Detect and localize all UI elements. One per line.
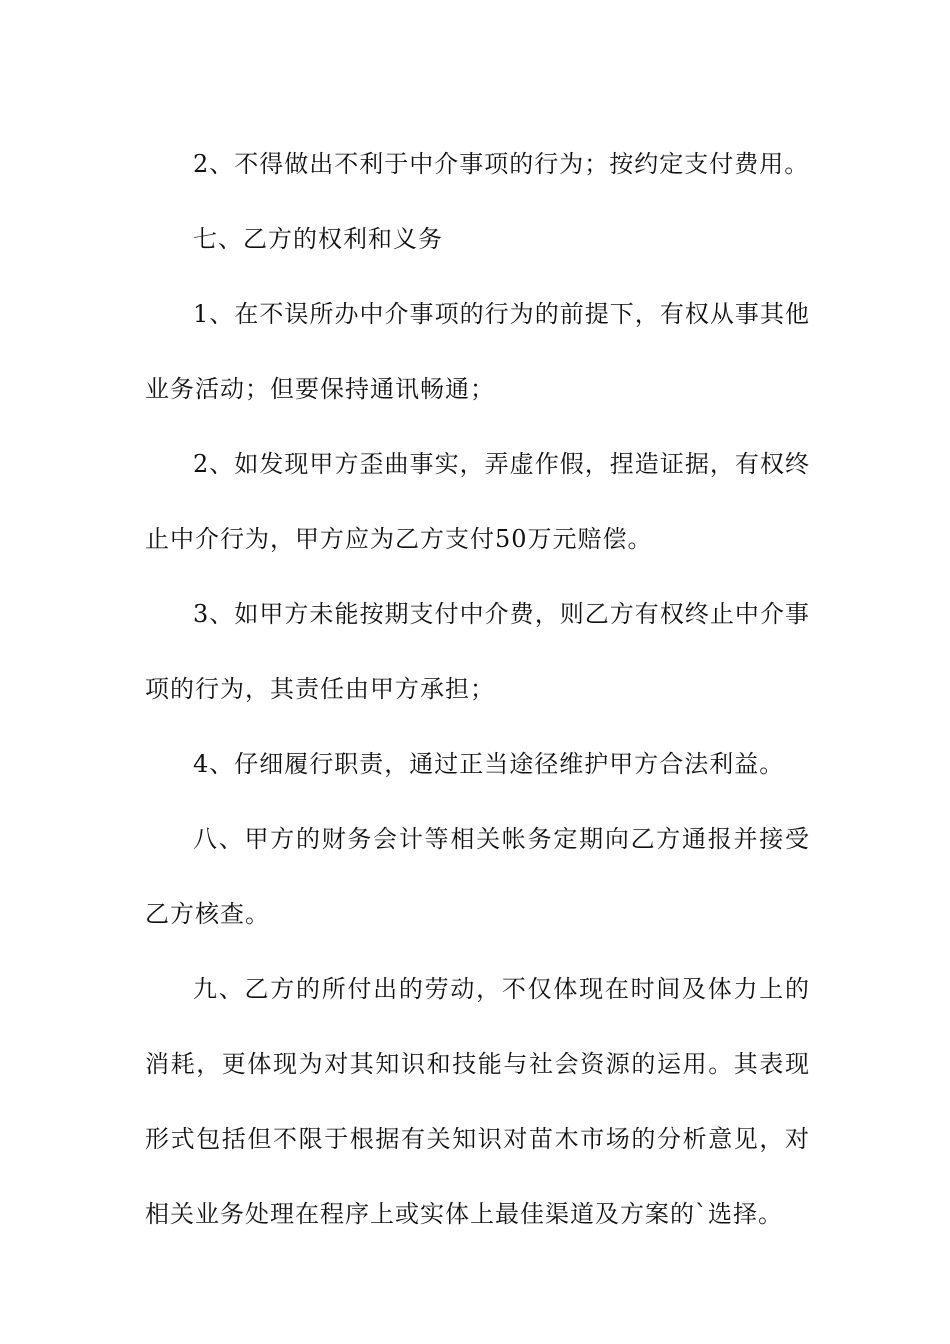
paragraph-4: 3、如甲方未能按期支付中介费，则乙方有权终止中介事项的行为，其责任由甲方承担；	[145, 600, 810, 703]
paragraph-2: 1、在不误所办中介事项的行为的前提下，有权从事其他业务活动；但要保持通讯畅通；	[145, 300, 810, 403]
document-body	[145, 127, 810, 1252]
section-9-paragraph: 九、乙方的所付出的劳动，不仅体现在时间及体力上的消耗，更体现为对其知识和技能与社会资源的运用。其表现形式包括但不限于根据有关知识对苗木市场的分析意见，对相关业务处理在程序上或实体上最佳渠道及方案的`选择。	[145, 975, 810, 1228]
section-heading-7: 七、乙方的权利和义务	[193, 225, 443, 253]
section-8-paragraph: 八、甲方的财务会计等相关帐务定期向乙方通报并接受乙方核查。	[145, 825, 810, 928]
paragraph-5: 4、仔细履行职责，通过正当途径维护甲方合法利益。	[193, 750, 785, 778]
paragraph-3: 2、如发现甲方歪曲事实，弄虚作假，捏造证据，有权终止中介行为，甲方应为乙方支付50万元赔偿。	[145, 450, 810, 553]
paragraph-1: 2、不得做出不利于中介事项的行为；按约定支付费用。	[193, 150, 810, 178]
